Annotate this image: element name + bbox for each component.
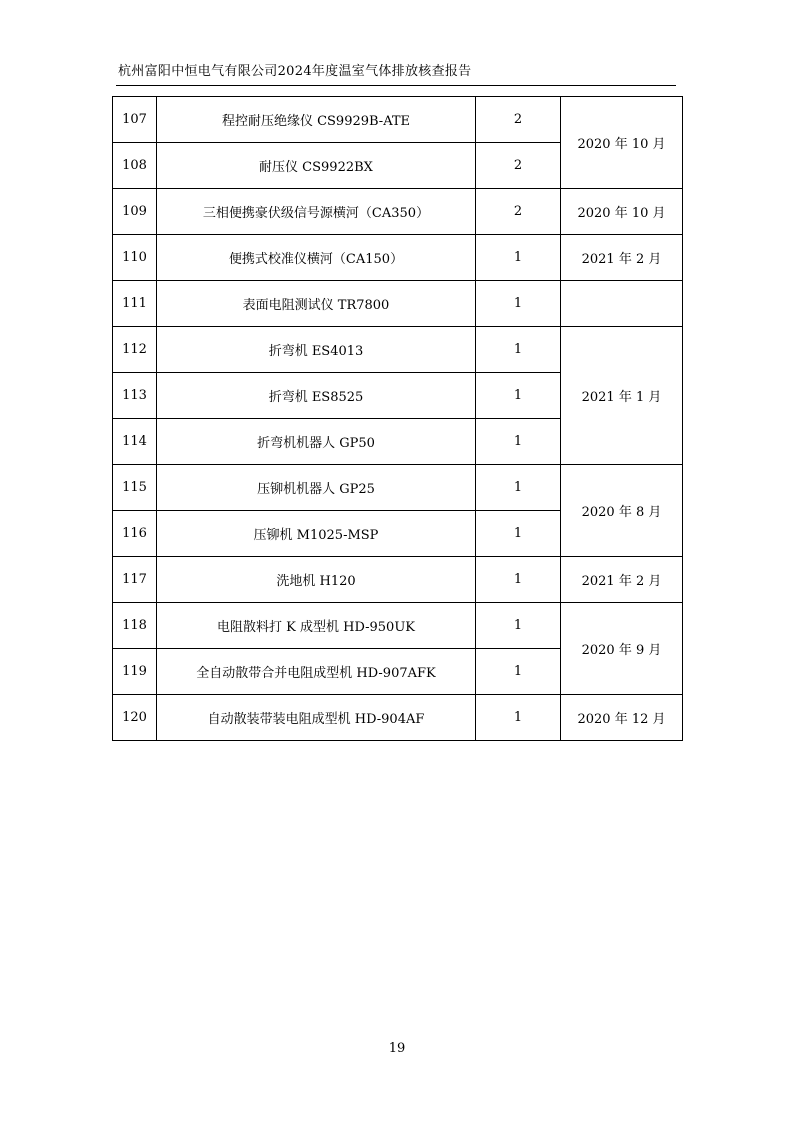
quantity-cell: 1 xyxy=(476,419,561,465)
row-number-cell: 115 xyxy=(113,465,157,511)
equipment-name-cell: 折弯机 ES4013 xyxy=(157,327,476,373)
table-row xyxy=(113,465,683,511)
quantity-cell: 1 xyxy=(476,373,561,419)
equipment-name-cell: 表面电阻测试仪 TR7800 xyxy=(157,281,476,327)
quantity-cell: 1 xyxy=(476,695,561,741)
quantity-cell: 2 xyxy=(476,189,561,235)
quantity-cell: 1 xyxy=(476,235,561,281)
row-number-cell: 118 xyxy=(113,603,157,649)
row-number-cell: 116 xyxy=(113,511,157,557)
equipment-table xyxy=(112,96,683,741)
equipment-name-cell: 便携式校准仪横河（CA150） xyxy=(157,235,476,281)
row-number-cell: 111 xyxy=(113,281,157,327)
equipment-name-cell: 程控耐压绝缘仪 CS9929B-ATE xyxy=(157,97,476,143)
quantity-cell: 2 xyxy=(476,143,561,189)
equipment-name-cell: 压铆机 M1025-MSP xyxy=(157,511,476,557)
quantity-cell: 1 xyxy=(476,603,561,649)
row-number-cell: 112 xyxy=(113,327,157,373)
quantity-cell: 2 xyxy=(476,97,561,143)
purchase-date-cell: 2021 年 2 月 xyxy=(561,557,683,603)
row-number-cell: 113 xyxy=(113,373,157,419)
quantity-cell: 1 xyxy=(476,281,561,327)
equipment-name-cell: 电阻散料打 K 成型机 HD-950UK xyxy=(157,603,476,649)
equipment-table-body xyxy=(113,97,683,741)
equipment-name-cell: 折弯机 ES8525 xyxy=(157,373,476,419)
equipment-name-cell: 全自动散带合并电阻成型机 HD-907AFK xyxy=(157,649,476,695)
row-number-cell: 114 xyxy=(113,419,157,465)
equipment-name-cell: 自动散装带装电阻成型机 HD-904AF xyxy=(157,695,476,741)
row-number-cell: 119 xyxy=(113,649,157,695)
quantity-cell: 1 xyxy=(476,327,561,373)
table-row xyxy=(113,281,683,327)
page-number: 19 xyxy=(388,1041,406,1056)
equipment-name-cell: 洗地机 H120 xyxy=(157,557,476,603)
quantity-cell: 1 xyxy=(476,649,561,695)
equipment-name-cell: 压铆机机器人 GP25 xyxy=(157,465,476,511)
header-rule xyxy=(116,85,676,86)
table-row xyxy=(113,189,683,235)
purchase-date-cell: 2020 年 12 月 xyxy=(561,695,683,741)
purchase-date-cell xyxy=(561,281,683,327)
purchase-date-cell: 2020 年 10 月 xyxy=(561,189,683,235)
table-row xyxy=(113,97,683,143)
quantity-cell: 1 xyxy=(476,465,561,511)
table-row xyxy=(113,695,683,741)
purchase-date-cell: 2020 年 10 月 xyxy=(561,97,683,189)
purchase-date-cell: 2021 年 2 月 xyxy=(561,235,683,281)
table-row xyxy=(113,235,683,281)
table-row xyxy=(113,327,683,373)
row-number-cell: 117 xyxy=(113,557,157,603)
equipment-name-cell: 耐压仪 CS9922BX xyxy=(157,143,476,189)
purchase-date-cell: 2020 年 8 月 xyxy=(561,465,683,557)
equipment-name-cell: 三相便携豪伏级信号源横河（CA350） xyxy=(157,189,476,235)
row-number-cell: 108 xyxy=(113,143,157,189)
quantity-cell: 1 xyxy=(476,557,561,603)
quantity-cell: 1 xyxy=(476,511,561,557)
purchase-date-cell: 2020 年 9 月 xyxy=(561,603,683,695)
equipment-name-cell: 折弯机机器人 GP50 xyxy=(157,419,476,465)
row-number-cell: 120 xyxy=(113,695,157,741)
purchase-date-cell: 2021 年 1 月 xyxy=(561,327,683,465)
row-number-cell: 109 xyxy=(113,189,157,235)
table-row xyxy=(113,557,683,603)
row-number-cell: 107 xyxy=(113,97,157,143)
table-row xyxy=(113,603,683,649)
page-header: 杭州富阳中恒电气有限公司2024年度温室气体排放核查报告 xyxy=(118,64,472,79)
row-number-cell: 110 xyxy=(113,235,157,281)
